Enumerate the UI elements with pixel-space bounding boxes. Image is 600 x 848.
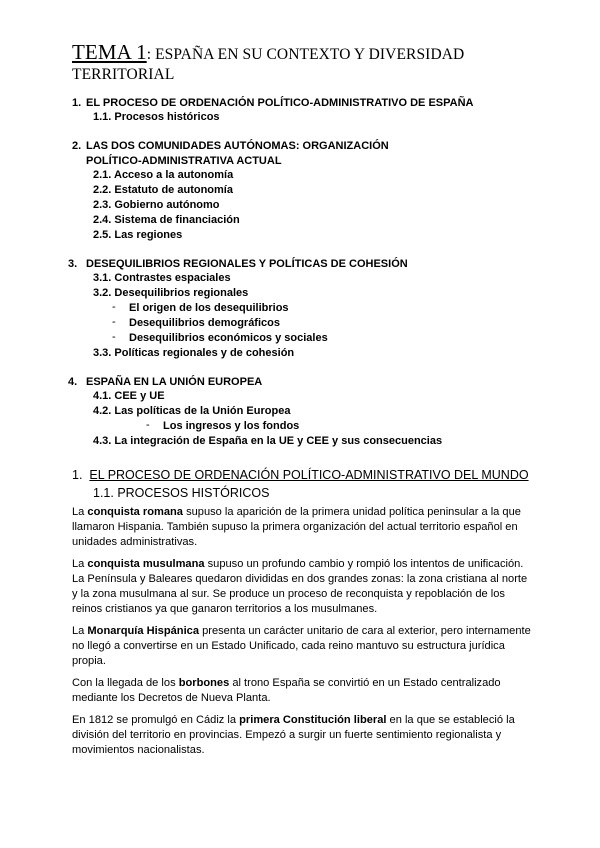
- toc-s2-item: 2.5. Las regiones: [93, 229, 183, 241]
- dash-bullet: -: [112, 316, 116, 328]
- toc-s4-num: 4.: [68, 376, 78, 388]
- toc-s4-2-bullet: Los ingresos y los fondos: [163, 420, 300, 432]
- section-heading-text: EL PROCESO DE ORDENACIÓN POLÍTICO-ADMINISTRATIVO DEL MUNDO: [89, 468, 529, 482]
- title-lead: TEMA 1: [72, 40, 147, 64]
- paragraph: [72, 557, 532, 617]
- toc-s4-2: 4.2. Las políticas de la Unión Europea: [93, 405, 291, 417]
- toc-s2-line1: LAS DOS COMUNIDADES AUTÓNOMAS: ORGANIZACIÓN: [86, 140, 389, 152]
- toc-s4-label: ESPAÑA EN LA UNIÓN EUROPEA: [86, 376, 263, 388]
- toc-s3-num: 3.: [68, 258, 78, 270]
- bold-term: primera Constitución liberal: [239, 714, 387, 726]
- body-text: [72, 505, 532, 765]
- text-run: En 1812 se promulgó en Cádiz la: [72, 714, 240, 726]
- paragraph: [72, 676, 532, 706]
- toc-s3-2-bullet: Desequilibrios económicos y sociales: [129, 332, 328, 344]
- title-rest: : ESPAÑA EN SU CONTEXTO Y DIVERSIDAD TERRITORIAL: [72, 46, 465, 83]
- toc-s2-item: 2.4. Sistema de financiación: [93, 214, 240, 226]
- subsection-heading: 1.1. PROCESOS HISTÓRICOS: [93, 486, 270, 500]
- toc-s2-item: 2.3. Gobierno autónomo: [93, 199, 220, 211]
- bold-term: conquista romana: [87, 506, 183, 518]
- toc-s4-3: 4.3. La integración de España en la UE y CEE y sus consecuencias: [93, 435, 443, 447]
- bold-term: Monarquía Hispánica: [87, 625, 199, 637]
- document-title: [72, 42, 542, 85]
- toc-s1-1: 1.1. Procesos históricos: [93, 111, 220, 123]
- bold-term: borbones: [178, 677, 230, 689]
- toc-s2-item: 2.1. Acceso a la autonomía: [93, 169, 234, 181]
- paragraph: [72, 624, 532, 669]
- text-run: presenta un carácter unitario de cara al exterior, pero internamente no llegó a convertirse en un Estado Unificado, cada reino mantuvo su estructura jurídica propia.: [72, 625, 531, 667]
- toc-s2-line2: POLÍTICO-ADMINISTRATIVA ACTUAL: [86, 155, 282, 167]
- toc-s3-3: 3.3. Políticas regionales y de cohesión: [93, 347, 295, 359]
- toc-s3-2-bullet: El origen de los desequilibrios: [129, 302, 289, 314]
- toc-s2-item: 2.2. Estatuto de autonomía: [93, 184, 233, 196]
- text-run: La: [72, 558, 88, 570]
- dash-bullet: -: [146, 419, 150, 431]
- toc-s2-num: 2.: [72, 140, 82, 152]
- toc-s1-num: 1.: [72, 97, 82, 109]
- dash-bullet: -: [112, 331, 116, 343]
- toc-s1-label: EL PROCESO DE ORDENACIÓN POLÍTICO-ADMINISTRATIVO DE ESPAÑA: [86, 97, 474, 109]
- section-num: 1.: [72, 468, 83, 482]
- paragraph: [72, 505, 532, 550]
- toc-s3-1: 3.1. Contrastes espaciales: [93, 272, 231, 284]
- dash-bullet: -: [112, 301, 116, 313]
- text-run: al trono España se convirtió en un Estado centralizado mediante los Decretos de Nueva Planta.: [72, 677, 501, 704]
- bold-term: conquista musulmana: [87, 558, 205, 570]
- section-heading: [72, 467, 529, 483]
- toc-s3-2-bullet: Desequilibrios demográficos: [129, 317, 280, 329]
- toc-s3-2: 3.2. Desequilibrios regionales: [93, 287, 249, 299]
- text-run: La: [72, 506, 88, 518]
- toc-s3-label: DESEQUILIBRIOS REGIONALES Y POLÍTICAS DE COHESIÓN: [86, 258, 408, 270]
- text-run: supuso un profundo cambio y rompió los intentos de unificación. La Península y Baleares quedaron divididas en dos grandes zonas: la zona cristiana al norte y la zona musulmana al sur. Se produce un proceso de reconquista y repoblación de los reinos cristianos ya que ganaron territorios a los musulmanes.: [72, 558, 528, 615]
- text-run: La: [72, 625, 88, 637]
- toc-s4-1: 4.1. CEE y UE: [93, 390, 165, 402]
- text-run: supuso la aparición de la primera unidad política peninsular a la que llamaron Hispania. También supuso la primera organización del actual territorio español en unidades administrativas.: [72, 506, 521, 548]
- text-run: en la que se estableció la división del territorio en provincias. Empezó a surgir un fuerte sentimiento regionalista y movimientos nacionalistas.: [72, 714, 515, 756]
- paragraph: [72, 713, 532, 758]
- text-run: Con la llegada de los: [72, 677, 179, 689]
